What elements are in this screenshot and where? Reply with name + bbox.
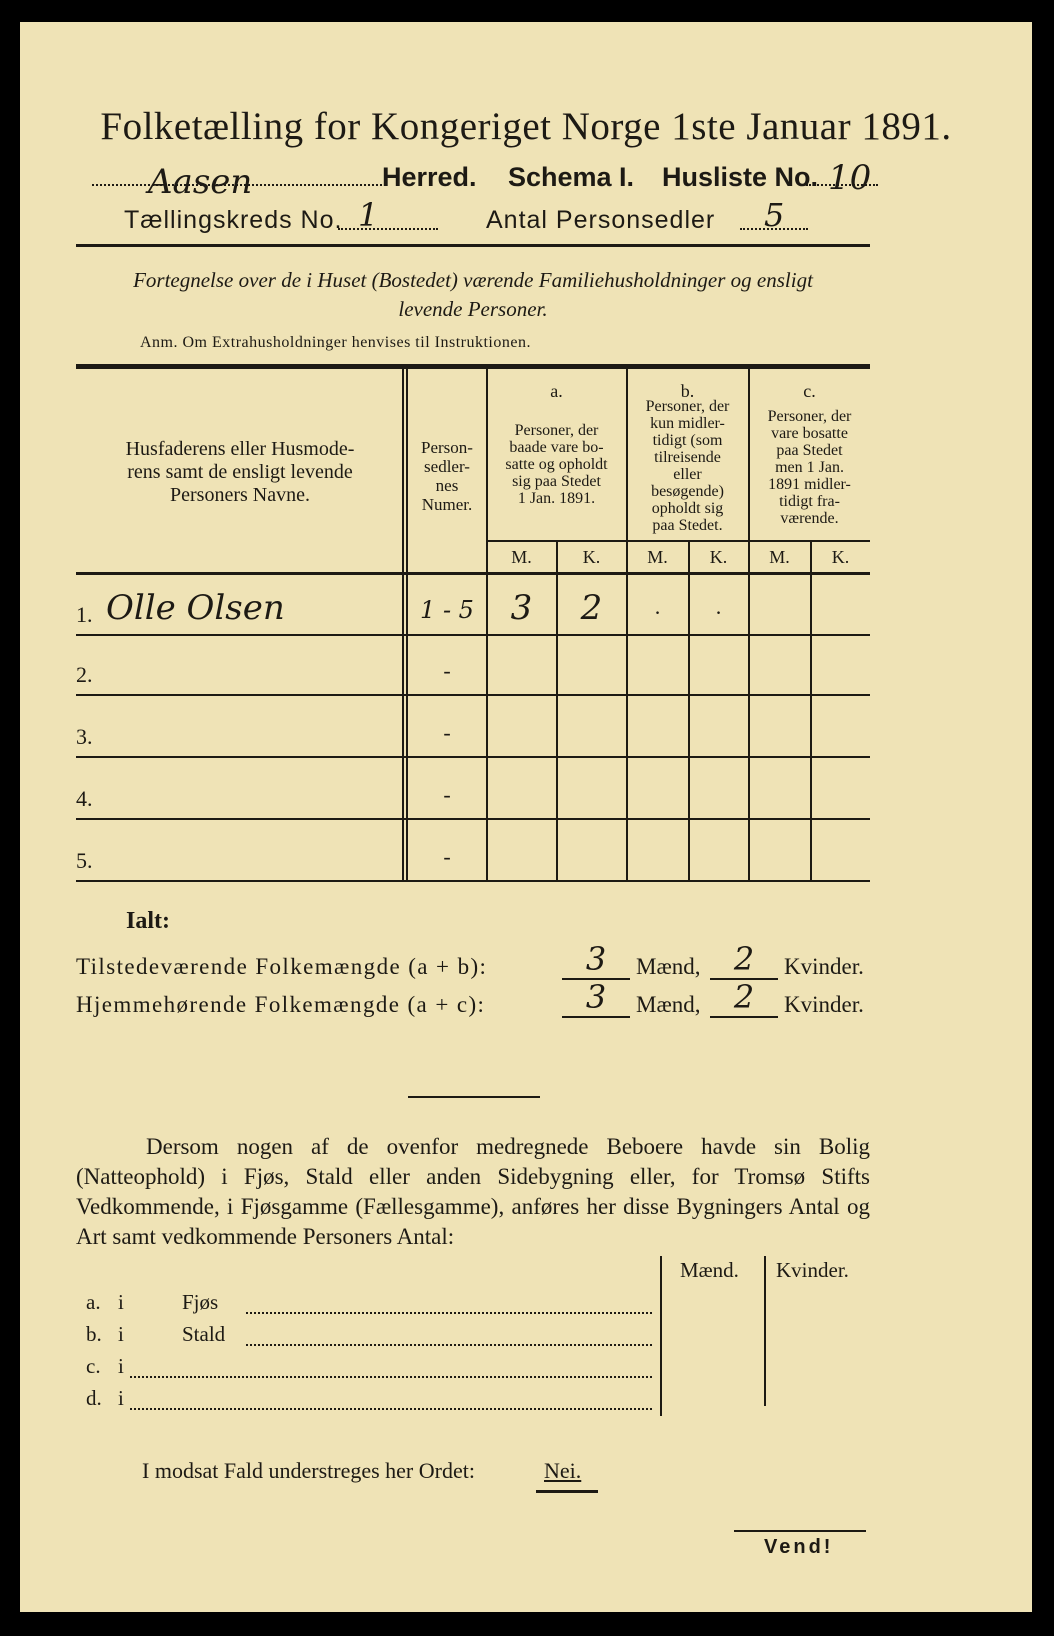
intro-note: Anm. Om Extrahusholdninger henvises til Instruktionen. <box>140 334 531 351</box>
outbuilding-name: Stald <box>182 1322 226 1346</box>
row-number: 1. <box>76 602 93 627</box>
row-number: 3. <box>76 724 93 749</box>
outbuilding-letter: b. <box>86 1322 102 1346</box>
herred-value: Aasen <box>148 162 253 202</box>
col-header-b: Personer, der kun midler- tidigt (som tilreisende eller besøgende) opholdt sig paa Stedet. <box>645 398 730 534</box>
outbuilding-letter: c. <box>86 1354 101 1378</box>
outbuilding-letter: d. <box>86 1386 102 1410</box>
table-top-rule <box>76 364 870 369</box>
row-rule <box>76 818 870 820</box>
row-persnum: 1 - 5 <box>420 596 474 624</box>
nei-word: Nei. <box>544 1458 582 1483</box>
census-form-page <box>20 22 1032 1612</box>
row-persnum: - <box>443 720 451 745</box>
outbuilding-name: Fjøs <box>182 1290 219 1314</box>
resident-maend: Mænd, <box>636 992 701 1017</box>
outbuildings-paragraph: Dersom nogen af de ovenfor medregnede Beboere havde sin Bolig (Natteophold) i Fjøs, Stald eller anden Sidebygning eller, for Tromsø Stifts Vedkommende, i Fjøsgamme (Fællesgamme), anføres her disse Bygningers Antal og Art samt vedkommende Personers Antal: <box>76 1134 870 1249</box>
section-divider <box>408 1096 540 1098</box>
present-label: Tilstedeværende Folkemængde (a + b): <box>76 954 488 979</box>
row-number: 5. <box>76 848 93 873</box>
row-rule <box>76 756 870 758</box>
nei-text: I modsat Fald understreges her Ordet: <box>142 1458 475 1483</box>
row-b-m: · <box>653 600 662 625</box>
antal-value: 5 <box>764 196 785 234</box>
mk-header-rule <box>486 540 870 542</box>
header-b-m: M. <box>647 547 668 567</box>
outbuilding-dotline <box>130 1376 652 1378</box>
col-header-c-letter: c. <box>803 381 816 401</box>
schema-label: Schema I. <box>508 162 635 192</box>
header-a-k: K. <box>582 547 601 567</box>
husliste-label: Husliste No. <box>662 162 819 192</box>
resident-k-line <box>710 1016 778 1018</box>
row-a-m: 3 <box>510 588 533 628</box>
header-a-m: M. <box>511 547 532 567</box>
vend-rule <box>734 1530 866 1532</box>
resident-k-value: 2 <box>733 978 755 1016</box>
header-c-k: K. <box>831 547 850 567</box>
antal-label: Antal Personsedler <box>486 206 716 234</box>
row-rule <box>76 694 870 696</box>
outbuilding-dotline <box>246 1312 652 1314</box>
row-name: Olle Olsen <box>106 588 285 628</box>
row-number: 4. <box>76 786 93 811</box>
kreds-label: Tællingskreds No. <box>124 206 343 234</box>
col-divider <box>402 369 404 882</box>
outbuildings-col-m: Mænd. <box>680 1258 739 1282</box>
row-b-k: · <box>714 600 723 625</box>
outbuildings-divider <box>764 1256 766 1406</box>
outbuilding-i: i <box>118 1354 124 1378</box>
table-header-bottom-rule <box>76 572 870 575</box>
col-header-a: Personer, der baade vare bo- satte og opholdt sig paa Stedet 1 Jan. 1891. <box>505 422 608 507</box>
outbuilding-i: i <box>118 1322 124 1346</box>
row-number: 2. <box>76 662 93 687</box>
resident-m-value: 3 <box>585 978 607 1016</box>
vend-label: Vend! <box>764 1536 834 1558</box>
husliste-value: 10 <box>828 158 872 198</box>
row-persnum: - <box>443 782 451 807</box>
header-rule <box>76 244 870 247</box>
header-c-m: M. <box>769 547 790 567</box>
col-header-number: Person- sedler- nes Numer. <box>421 438 473 514</box>
row-persnum: - <box>443 658 451 683</box>
outbuilding-i: i <box>118 1386 124 1410</box>
ialt-label: Ialt: <box>126 908 170 934</box>
form-title: Folketælling for Kongeriget Norge 1ste Januar 1891. <box>100 105 952 148</box>
kreds-value: 1 <box>358 196 379 234</box>
outbuildings-col-k: Kvinder. <box>776 1258 849 1282</box>
table-bottom-rule <box>76 880 870 882</box>
col-header-c: Personer, der vare bosatte paa Stedet men 1 Jan. 1891 midler- tidigt fra- værende. <box>767 408 852 527</box>
resident-label: Hjemmehørende Folkemængde (a + c): <box>76 992 486 1017</box>
outbuilding-dotline <box>130 1408 652 1410</box>
intro-line2: levende Personer. <box>398 297 548 321</box>
row-a-k: 2 <box>580 588 603 628</box>
present-k-value: 2 <box>733 940 755 978</box>
header-b-k: K. <box>709 547 728 567</box>
resident-kvinder: Kvinder. <box>784 992 864 1017</box>
intro-line1: Fortegnelse over de i Huset (Bostedet) værende Familiehusholdninger og ensligt <box>133 268 813 292</box>
kreds-dotline <box>338 228 438 230</box>
resident-m-line <box>562 1016 630 1018</box>
col-header-a-letter: a. <box>550 381 563 401</box>
present-kvinder: Kvinder. <box>784 954 864 979</box>
outbuilding-letter: a. <box>86 1290 101 1314</box>
present-m-value: 3 <box>585 940 607 978</box>
row-rule <box>76 634 870 636</box>
herred-label: Herred. <box>382 162 477 192</box>
col-header-name: Husfaderens eller Husmode- rens samt de ensligt levende Personers Navne. <box>125 438 355 506</box>
row-persnum: - <box>443 844 451 869</box>
col-divider <box>688 542 690 882</box>
col-header-b-letter: b. <box>680 381 695 401</box>
present-maend: Mænd, <box>636 954 701 979</box>
outbuildings-divider <box>660 1256 662 1416</box>
nei-underline-mark <box>536 1490 598 1493</box>
outbuilding-i: i <box>118 1290 124 1314</box>
outbuilding-dotline <box>246 1344 652 1346</box>
col-divider <box>810 542 812 882</box>
